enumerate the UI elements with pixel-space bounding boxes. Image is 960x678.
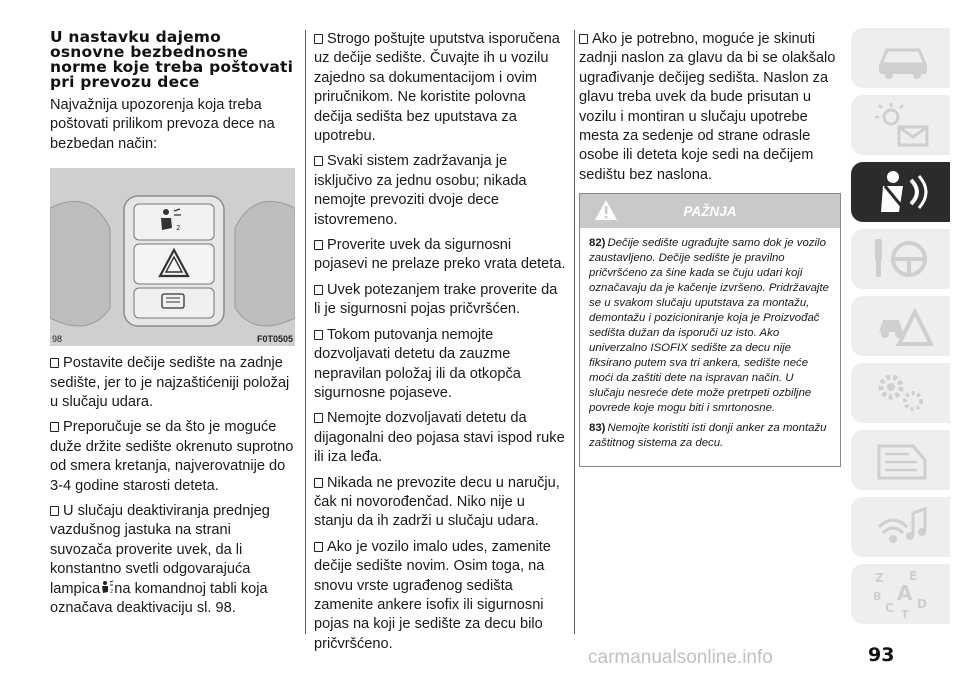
index-letter: B <box>873 590 882 603</box>
list-item: Nemojte dozvoljavati detetu da dijagonalni deo pojasa stavi ispod ruke ili iza leđa. <box>314 410 565 466</box>
checkbox-bullet-icon <box>50 422 59 432</box>
emergency-triangle-icon <box>873 302 933 350</box>
list-item: Ako je potrebno, moguće je skinuti zadnji naslon za glavu da bi se olakšalo ugrađivanje dečijeg sedišta. Naslon za glavu treba uvek da bude prisutan u vozilu i montiran u slučaju upotrebe mesta za sedenje od strane odrasle osobe ili deteta koje sedi na dečijem sedištu bez naslona. <box>579 31 836 183</box>
figure-caption <box>52 334 293 344</box>
list-item: Proverite uvek da sigurnosni pojasevi ne prelaze preko vrata deteta. <box>314 237 566 273</box>
list-item: Tokom putovanja nemojte dozvoljavati detetu da zauzme nepravilan položaj ili da otkopča sigurnosne pojaseve. <box>314 326 521 401</box>
figure-page: 98 <box>52 334 63 345</box>
svg-text:2: 2 <box>176 224 181 233</box>
chapter-tabs <box>851 28 950 631</box>
dashboard-illustration <box>50 168 295 346</box>
tab-index[interactable] <box>851 564 950 624</box>
list-item: Uvek potezanjem trake proverite da li je sigurnosni pojas pričvršćen. <box>314 281 558 318</box>
list-item: Postavite dečije sedište na zadnje sedište, jer to je najzaštićeniji položaj u slučaju udara. <box>50 355 290 411</box>
checkbox-bullet-icon <box>579 34 588 44</box>
checkbox-bullet-icon <box>314 285 323 295</box>
index-letter: C <box>885 601 894 615</box>
checkbox-bullet-icon <box>314 413 323 423</box>
tab-technical-data[interactable] <box>851 430 950 490</box>
watermark: carmanualsonline.info <box>588 647 773 668</box>
checkbox-bullet-icon <box>314 34 323 44</box>
index-letter: E <box>909 570 918 583</box>
tab-emergency[interactable] <box>851 296 950 356</box>
page-number: 93 <box>868 644 895 666</box>
column-middle <box>314 30 566 660</box>
tab-car-dashboard[interactable] <box>851 28 950 88</box>
passenger-airbag-off-icon <box>100 580 114 594</box>
index-letter: D <box>917 597 927 611</box>
list-item: Svaki sistem zadržavanja je isključivo za jednu osobu; nikada nemojte prevoziti dvoje dece istovremeno. <box>314 153 527 228</box>
technical-data-icon <box>873 436 933 484</box>
warning-header <box>580 194 840 228</box>
svg-text:2: 2 <box>110 588 114 594</box>
column-divider-left <box>305 30 306 634</box>
list-item: Nikada ne prevozite decu u naručju, čak ni novorođenčad. Niko nije u stanju da ih zadrži u slučaju udara. <box>314 474 560 530</box>
intro-text: Najvažnija upozorenja koja treba poštovati prilikom prevoza dece na bezbedan način: <box>50 97 275 152</box>
index-letter: T <box>901 608 909 618</box>
warning-body <box>580 228 840 466</box>
figure-code: F0T0505 <box>256 334 293 345</box>
tab-safety[interactable] <box>851 162 950 222</box>
car-dashboard-icon <box>873 34 933 82</box>
list-item: Preporučuje se da što je moguće duže držite sedište okrenuto suprotno od smera kretanja, najverovatnije do 3-4 godine starosti deteta. <box>50 419 294 494</box>
tab-starting-driving[interactable] <box>851 229 950 289</box>
list-item: Ako je vozilo imalo udes, zamenite dečije sedište novim. Osim toga, na snovu vrste ugrađenog sedišta zamenite ankere isofix ili sigurnosni pojas na koji je sedište za decu bilo pričvršćeno. <box>314 538 551 652</box>
checkbox-bullet-icon <box>314 240 323 250</box>
index-letter: Z <box>875 571 884 585</box>
tab-multimedia[interactable] <box>851 497 950 557</box>
warning-box <box>579 193 841 467</box>
column-right <box>579 30 841 467</box>
maintenance-tools-icon <box>873 369 933 417</box>
list-item: U slučaju deaktiviranja prednjeg vazdušnog jastuka na strani suvozača proverite uvek, da li konstantno svetli odgovarajuća lampica 2 na komandnoj tabli koja označava deaktivaciju sl. 98. <box>50 503 270 617</box>
warning-lights-icon <box>873 101 933 149</box>
multimedia-icon <box>873 503 933 551</box>
column-divider-right <box>574 30 575 634</box>
column-left <box>50 30 295 625</box>
tab-warning-lights[interactable] <box>851 95 950 155</box>
key-steering-wheel-icon <box>873 235 933 283</box>
checkbox-bullet-icon <box>50 358 59 368</box>
checkbox-bullet-icon <box>50 506 59 516</box>
checkbox-bullet-icon <box>314 542 323 552</box>
checkbox-bullet-icon <box>314 330 323 340</box>
list-item: Strogo poštujte uputstva isporučena uz dečije sedište. Čuvajte ih u vozilu zajedno sa dokumentacijom i ovim priručnikom. Ne koristite polovna dečija sedišta bez uputstava za upotrebu. <box>314 31 560 145</box>
checkbox-bullet-icon <box>314 478 323 488</box>
checkbox-bullet-icon <box>314 156 323 166</box>
dashboard-figure <box>50 168 295 346</box>
section-heading: U nastavku dajemo osnovne bezbednosne norme koje treba poštovati pri prevozu dece <box>50 28 294 91</box>
index-letters-icon <box>873 570 933 618</box>
warning-note: 82) Dečije sedište ugrađujte samo dok je vozilo zaustavljeno. Dečije sedište je pravilno pričvršćeno za šine kada se čuju udari koji označavaju da je kačenje izvršeno. Pridržavajte se u svakom slučaju uputstava za montažu, demontažu i pozicioniranje koja je Proizvođač sedišta dužan da isporuči uz isto. Ako univerzalno ISOFIX sedište za decu nije fiksirano putem sva tri ankera, sedište neće moći da zaštiti dete na ispravan način. U slučaju nesreće dete može pretrpeti ozbiljne povrede koje mogu biti i smrtonosne. <box>589 237 829 415</box>
warning-title: PAŽNJA <box>683 204 737 220</box>
tab-maintenance[interactable] <box>851 363 950 423</box>
index-letter: A <box>897 581 913 605</box>
warning-note: 83) Nemojte koristiti isti donji anker za montažu zaštitnog sistema za decu. <box>589 422 827 450</box>
seatbelt-airbag-icon <box>873 168 933 216</box>
